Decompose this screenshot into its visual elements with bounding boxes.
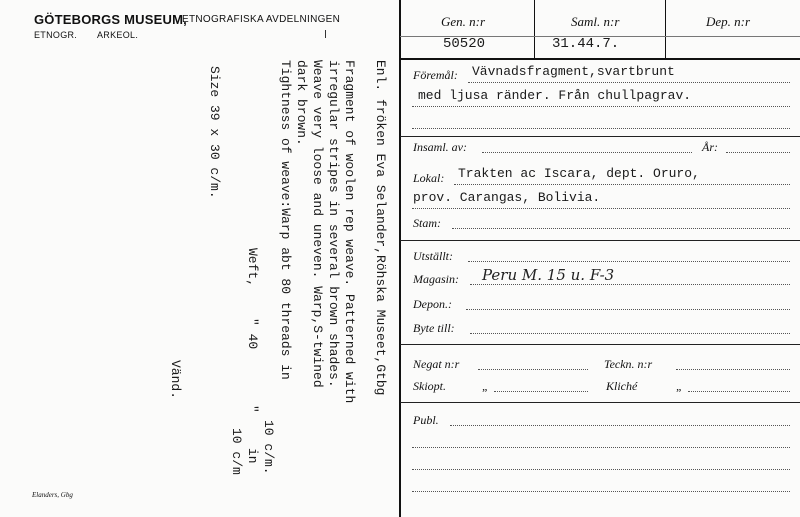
rule	[412, 469, 790, 470]
note-size: Size 39 x 30 c/m.	[207, 66, 222, 199]
note-line-3: Weave very loose and uneven. Warp,S-twined	[310, 60, 325, 388]
rule	[454, 184, 790, 185]
note-line-4: dark brown.	[294, 60, 309, 146]
lokal-line-1: Trakten ac Iscara, dept. Oruro,	[458, 166, 700, 181]
sub-etnogr: ETNOGR.	[34, 30, 78, 40]
rule	[412, 208, 790, 209]
utstallt-label: Utställt:	[413, 249, 454, 263]
rule	[468, 261, 790, 262]
form-left-border	[399, 0, 401, 517]
ar-label: År:	[702, 140, 718, 154]
dep-nr-label: Dep. n:r	[706, 14, 751, 29]
magasin-label: Magasin:	[413, 272, 459, 286]
foremal-label: Föremål:	[413, 68, 458, 82]
gen-nr-value: 50520	[443, 36, 486, 52]
note-weft-in: in	[245, 448, 260, 464]
negat-label: Negat n:r	[413, 357, 460, 371]
insaml-label: Insaml. av:	[413, 140, 467, 154]
skiopt-label: Skiopt.	[413, 379, 446, 393]
depon-label: Depon.:	[413, 297, 452, 311]
rule	[412, 491, 790, 492]
note-source: Enl. fröken Eva Selander,Röhska Museet,Gtbg	[373, 60, 388, 396]
note-weft-ditto: "	[245, 405, 260, 413]
printer-mark: Elanders, Gbg	[32, 491, 73, 499]
saml-nr-label: Saml. n:r	[571, 14, 620, 29]
kliche-ditto: „	[676, 379, 683, 393]
note-line-1: Fragment of woolen rep weave. Patterned with	[342, 60, 357, 404]
divider-tick	[325, 30, 326, 38]
museum-name: GÖTEBORGS MUSEUM,	[34, 12, 187, 27]
section-rule	[400, 344, 800, 345]
note-weft-length: 10 c/m	[229, 428, 244, 475]
col-divider-1	[534, 0, 535, 58]
rule	[726, 152, 790, 153]
rule	[452, 228, 790, 229]
section-rule	[400, 402, 800, 403]
saml-nr-value: 31.44.7.	[552, 36, 620, 52]
section-rule	[400, 136, 800, 137]
rule	[482, 152, 692, 153]
byte-label: Byte till:	[413, 321, 455, 335]
sub-arkeol: ARKEOL.	[97, 30, 139, 40]
note-weft: Weft,	[245, 248, 260, 288]
note-turn: Vänd.	[168, 360, 183, 400]
rule	[470, 333, 790, 334]
rule	[468, 82, 790, 83]
gen-nr-label: Gen. n:r	[441, 14, 486, 29]
foremal-line-2: med ljusa ränder. Från chullpagrav.	[418, 88, 692, 103]
rule	[470, 284, 790, 285]
lokal-line-2: prov. Carangas, Bolivia.	[413, 190, 601, 205]
lokal-label: Lokal:	[413, 171, 445, 185]
rule	[478, 369, 588, 370]
kliche-label: Kliché	[606, 379, 638, 393]
rule	[412, 128, 790, 129]
note-line-5b: 10 c/m.	[261, 420, 276, 475]
teckn-label: Teckn. n:r	[604, 357, 653, 371]
rule	[676, 369, 790, 370]
section-rule	[400, 240, 800, 241]
magasin-value: Peru M. 15 u. F-3	[482, 266, 615, 284]
col-divider-2	[665, 0, 666, 58]
skiopt-ditto: „	[482, 379, 489, 393]
foremal-line-1: Vävnadsfragment,svartbrunt	[472, 64, 675, 79]
department-name: ETNOGRAFISKA AVDELNINGEN	[182, 14, 341, 25]
rule	[466, 309, 790, 310]
rule	[688, 391, 790, 392]
rule	[412, 106, 790, 107]
rule	[494, 391, 588, 392]
note-line-5: Tightness of weave:Warp abt 80 threads in	[278, 60, 293, 380]
note-line-2: irregular stripes in several brown shades.	[326, 60, 341, 388]
header-rule	[399, 58, 800, 60]
stam-label: Stam:	[413, 216, 441, 230]
publ-label: Publ.	[413, 413, 439, 427]
rule	[412, 447, 790, 448]
rule	[450, 425, 790, 426]
note-weft-count: " 40	[245, 318, 260, 350]
